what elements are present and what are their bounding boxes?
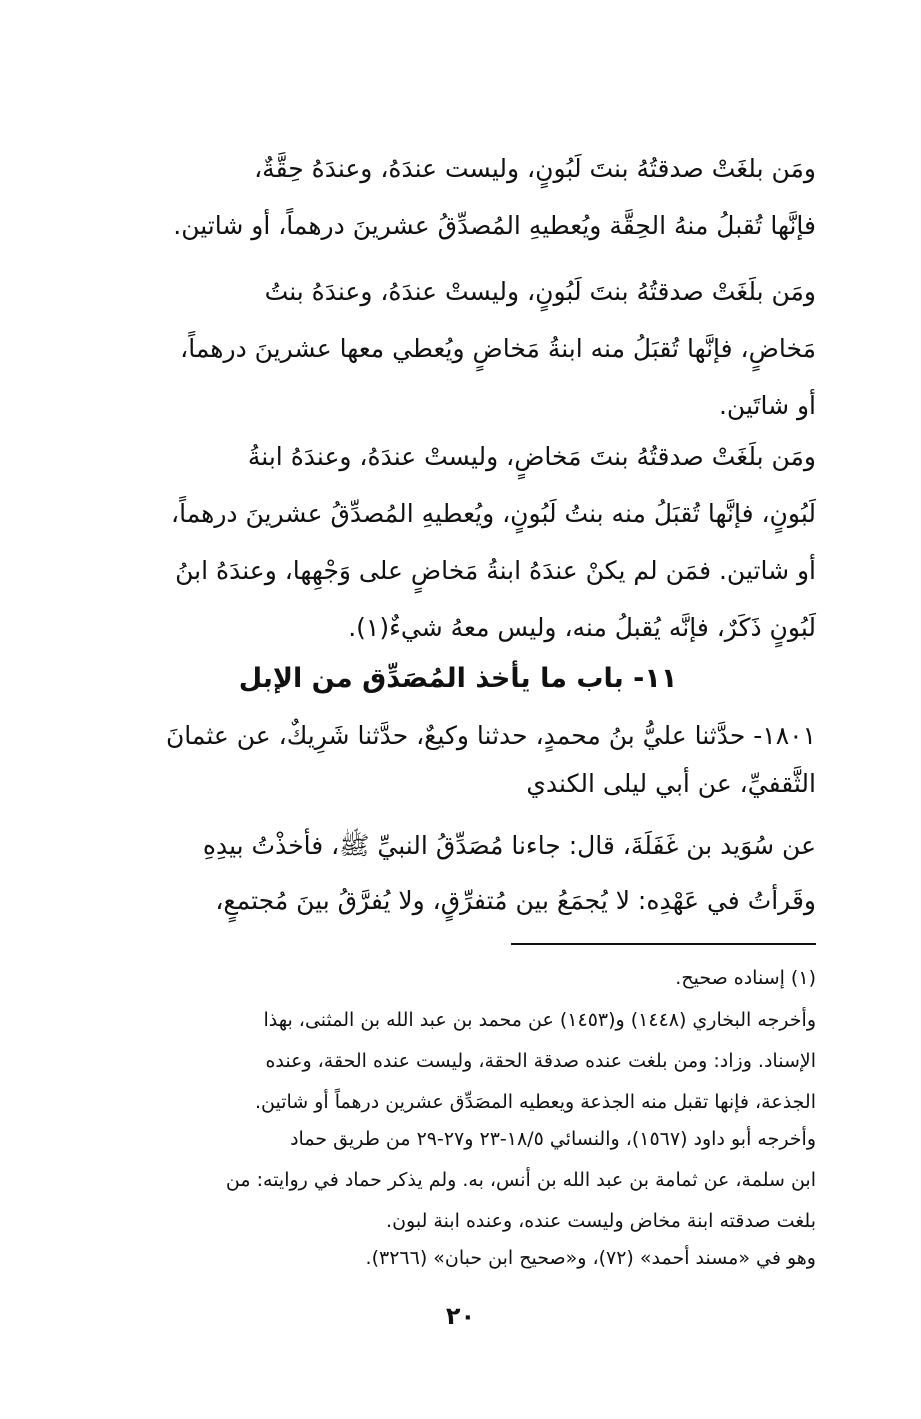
text-line: فإنَّها تُقبلُ منهُ الحِقَّة ويُعطيهِ المُصدِّقُ عشرينَ درهماً، أو شاتين. bbox=[173, 211, 816, 240]
text-line: ومَن بلغَتْ صدقتُهُ بنتَ لَبُونٍ، وليست عندَهُ، وعندَهُ حِقَّةٌ، bbox=[254, 154, 816, 183]
footnote-block-4: وهو في «مسند أحمد» (٧٢)، و«صحيح ابن حبان» (٣٢٦٦). bbox=[365, 1247, 816, 1269]
paragraph-3 bbox=[100, 428, 816, 656]
text-line: لَبُونٍ ذَكَرٌ، فإنَّه يُقبلُ منه، وليس معهُ شيءٌ(١). bbox=[348, 613, 816, 642]
text-line: وأخرجه البخاري (١٤٤٨) و(١٤٥٣) عن محمد بن عبد الله بن المثنى، بهذا bbox=[263, 1009, 816, 1031]
hadith-matn bbox=[100, 818, 816, 928]
paragraph-2 bbox=[100, 263, 816, 434]
text-line: الثَّقفيِّ، عن أبي ليلى الكندي bbox=[526, 769, 816, 798]
text-line: ١٨٠١- حدَّثنا عليُّ بنُ محمدٍ، حدثنا وكيعٌ، حدَّثنا شَرِيكٌ، عن عثمانَ bbox=[165, 721, 816, 750]
footnote-block-3 bbox=[100, 1119, 816, 1242]
text-line: أو شاتين. فمَن لم يكنْ عندَهُ ابنةُ مَخاضٍ على وَجْهِها، وعندَهُ ابنُ bbox=[175, 556, 816, 585]
text-line: عن سُوَيد بن غَفَلَةَ، قال: جاءنا مُصَدِّقُ النبيِّ ﷺ، فأخذْتُ بيدِهِ bbox=[202, 831, 816, 860]
chapter-heading: ١١- باب ما يأخذ المُصَدِّق من الإبل bbox=[238, 663, 678, 694]
text-line: الإسناد. وزاد: ومن بلغت عنده صدقة الحقة، وليست عنده الحقة، وعنده bbox=[265, 1050, 816, 1072]
footnote-separator bbox=[511, 943, 816, 945]
text-line: ومَن بلَغَتْ صدقتُهُ بنتَ مَخاضٍ، وليستْ عندَهُ، وعندَهُ ابنةُ bbox=[247, 442, 816, 471]
footnote-block-2 bbox=[100, 1000, 816, 1123]
text-line: الجذعة، فإنها تقبل منه الجذعة ويعطيه المصَدِّق عشرين درهماً أو شاتين. bbox=[254, 1091, 816, 1113]
text-line: وقَرأتُ في عَهْدِه: لا يُجمَعُ بين مُتفرِّقٍ، ولا يُفرَّقُ بينَ مُجتمعٍ، bbox=[215, 886, 816, 915]
text-line: مَخاضٍ، فإنَّها تُقبَلُ منه ابنةُ مَخاضٍ ويُعطي معها عشرينَ درهماً، bbox=[180, 334, 816, 363]
paragraph-1 bbox=[100, 140, 816, 254]
text-line: لَبُونٍ، فإنَّها تُقبَلُ منه بنتُ لَبُونٍ، ويُعطيهِ المُصدِّقُ عشرينَ درهماً، bbox=[171, 499, 816, 528]
hadith-isnad bbox=[100, 712, 816, 808]
text-line: ابن سلمة، عن ثمامة بن عبد الله بن أنس، به. ولم يذكر حماد في روايته: من bbox=[225, 1169, 816, 1191]
page-number: ٢٠ bbox=[445, 1302, 476, 1330]
text-line: أو شاتَين. bbox=[718, 391, 816, 420]
text-line: ومَن بلَغَتْ صدقتُهُ بنتَ لَبُونٍ، وليستْ عندَهُ، وعندَهُ بنتُ bbox=[264, 277, 816, 306]
footnote-1: (١) إسناده صحيح. bbox=[675, 967, 816, 989]
text-line: وأخرجه أبو داود (١٥٦٧)، والنسائي ١٨/٥-٢٣ و٢٧-٢٩ من طريق حماد bbox=[290, 1128, 816, 1150]
text-line: بلغت صدقته ابنة مخاض وليست عنده، وعنده ابنة لبون. bbox=[386, 1210, 816, 1232]
